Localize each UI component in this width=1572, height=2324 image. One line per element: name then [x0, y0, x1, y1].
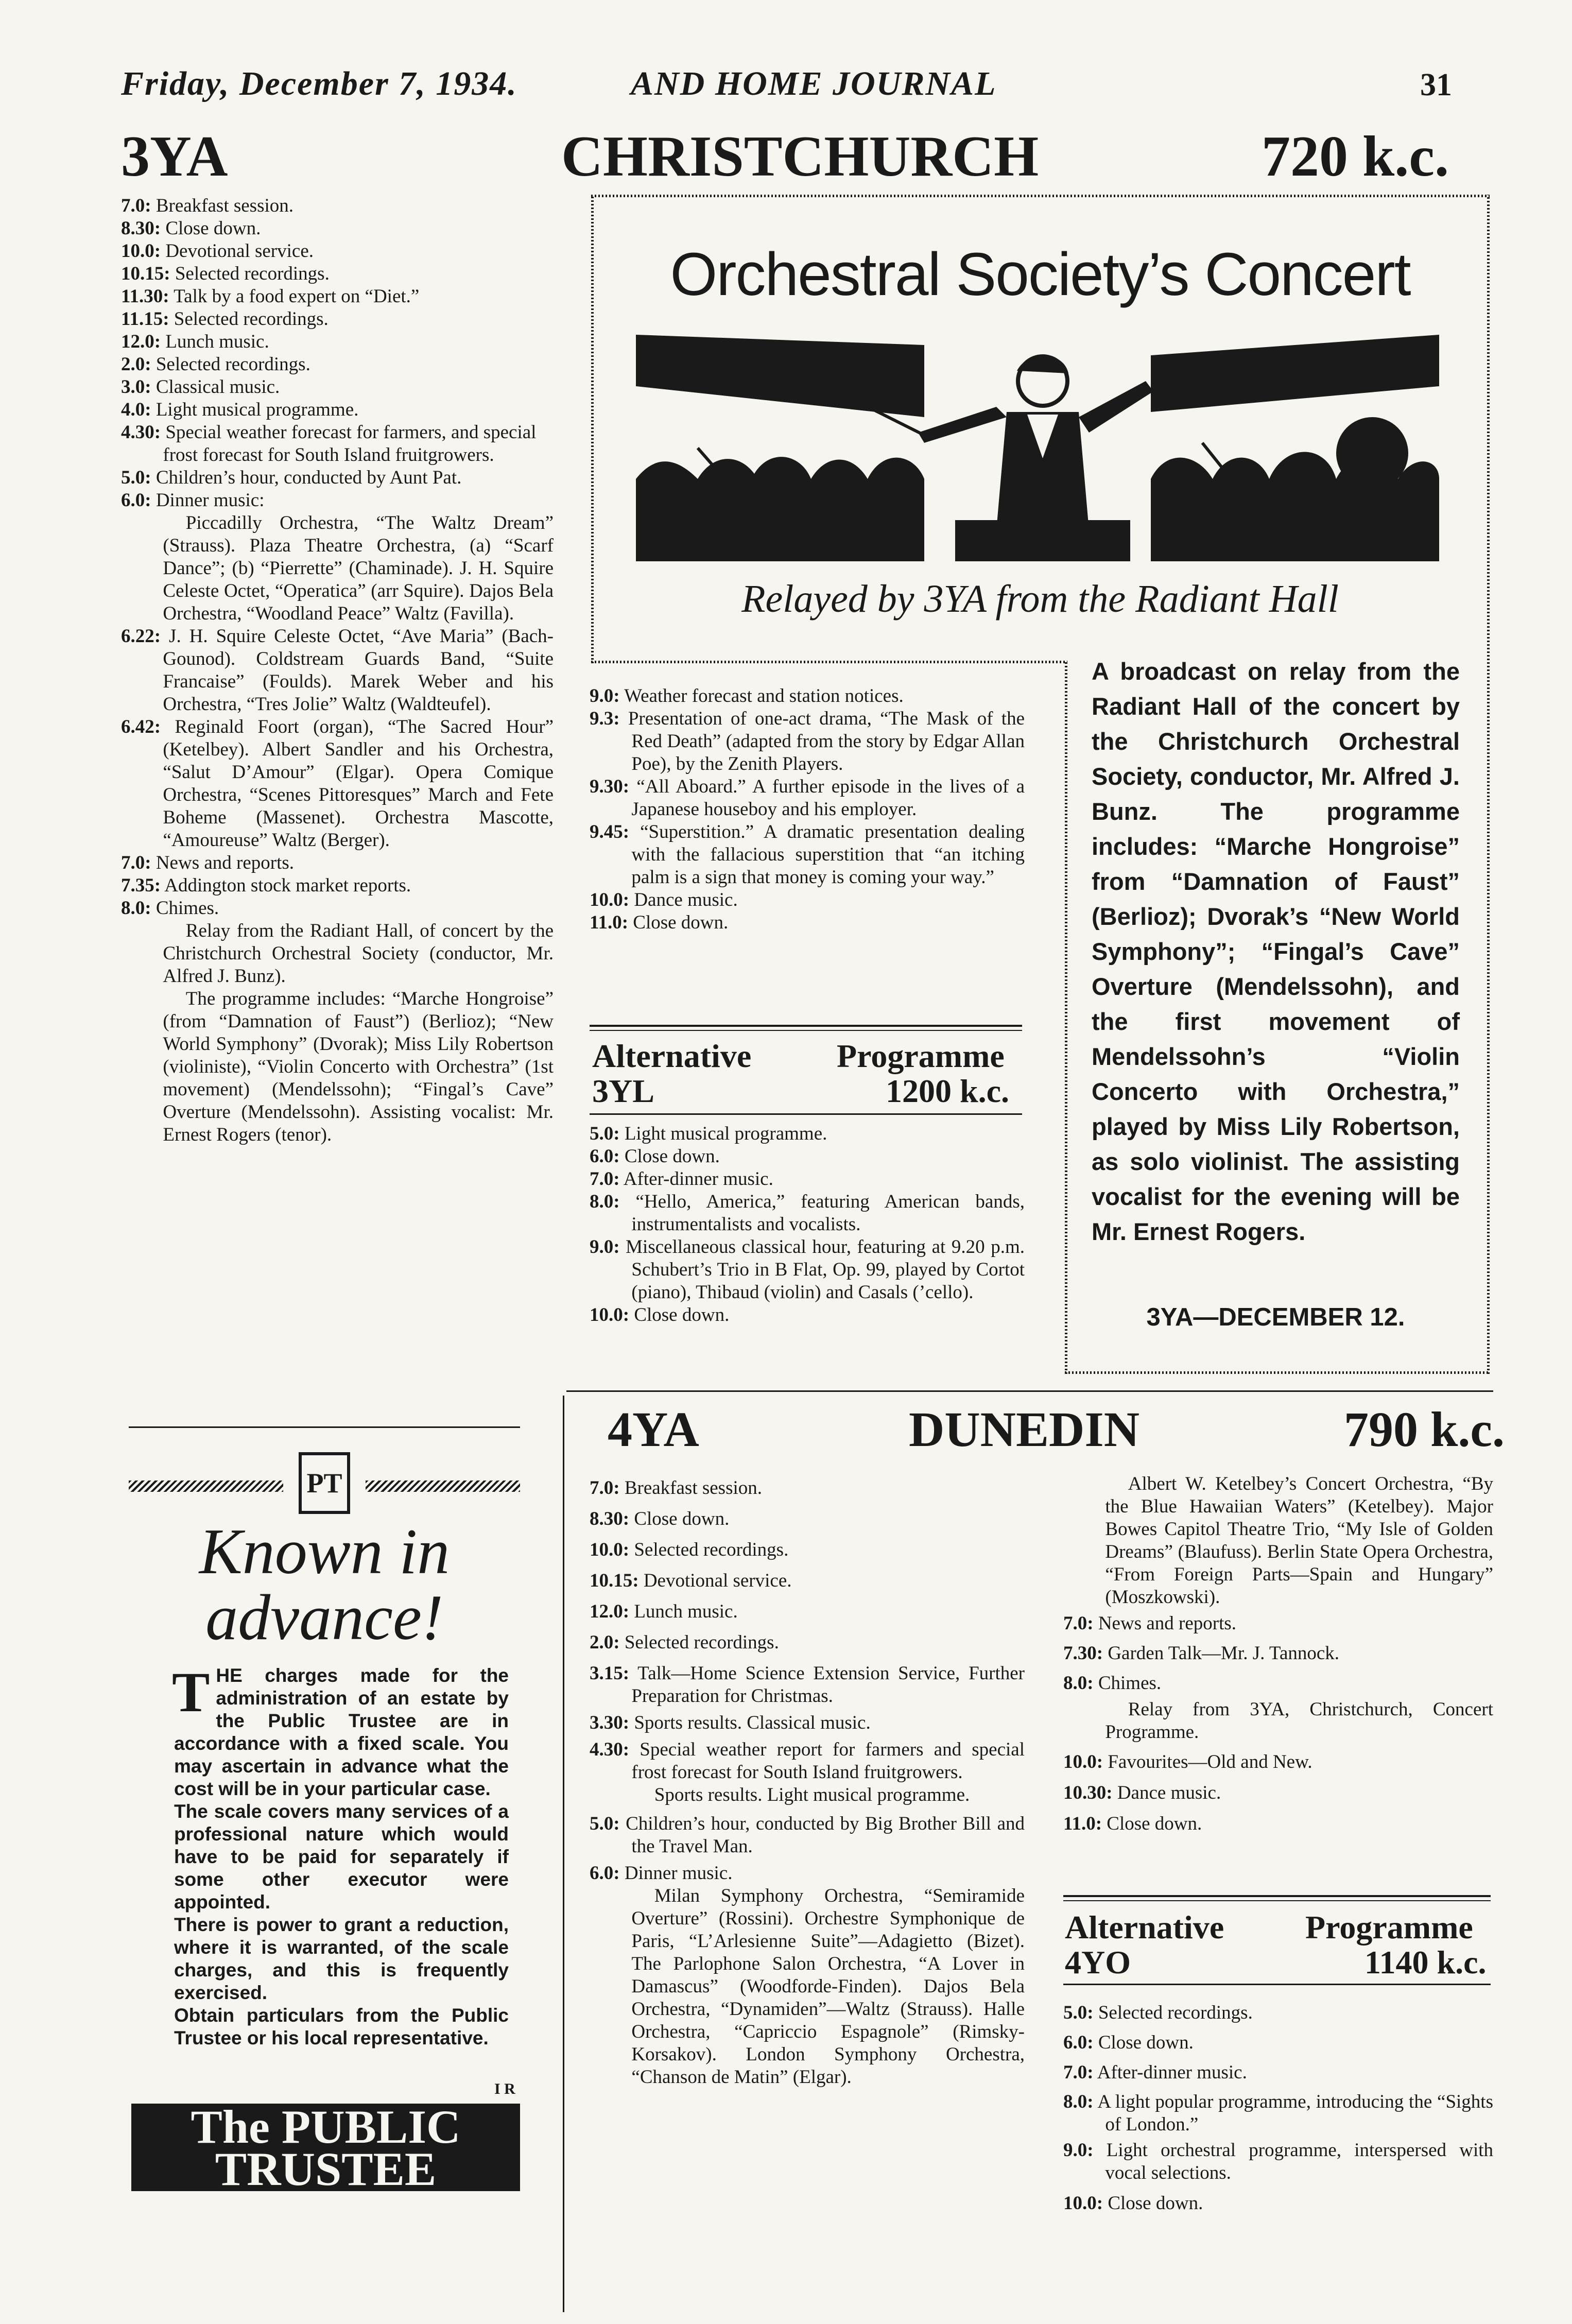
ad-code: I R	[494, 2080, 515, 2097]
feature-caption: Relayed by 3YA from the Radiant Hall	[741, 577, 1339, 621]
journal-name: AND HOME JOURNAL	[631, 65, 997, 102]
alt-3yl-freq: 1200 k.c.	[886, 1073, 1009, 1109]
alt-4yo-freq: 1140 k.c.	[1364, 1944, 1487, 1981]
schedule-3ya: 7.0: Breakfast session. 8.30: Close down. 10.0: Devotional service. 10.15: Selected recordings. 11.30: Talk by a food expert on “Diet.” 11.15: Selected recordings. 12.0: Lunch music. 2.0: Selected recordings. 3.0: Classical music. 4.0: Light musical programme. 4.30: Special weather forecast for farmers, and special frost forecast for South Island fruitgrowers. 5.0: Children’s hour, conducted by Aunt Pat. 6.0: Dinner music: Piccadilly Orchestra, “The Waltz Dream” (Strauss). Plaza Theatre Orchestra, (a) “Scarf Dance”; (b) “Pierrette” (Chaminade). J. H. Squire Celeste Octet, “Operatica” (arr Squire). Dajos Bela Orchestra, “Woodland Peace” Waltz (Favilla). 6.22: J. H. Squire Celeste Octet, “Ave Maria” (Bach-Gounod). Coldstream Guards Band, “Suite Francaise” (Foulds). Marek Weber and his Orchestra, “Tres Jolie” Waltz (Waldteufel). 6.42: Reginald Foort (organ), “The Sacred Hour” (Ketelbey). Albert Sandler and his Orchestra, “Salut D’Amour” (Elgar). Opera Comique Orchestra, “Scenes Pittoresques” March and Fete Boheme (Massenet). Orchestra Mascotte, “Amoureuse” Waltz (Berger). 7.0: News and reports. 7.35: Addington stock market reports. 8.0: Chimes. Relay from the Radiant Hall, of concert by the Christchurch Orchestral Society (conductor, Mr. Alfred J. Bunz). The programme includes: “Marche Hongroise” (from “Damnation of Faust”) (Berlioz); “New World Symphony” (Dvorak); Miss Lily Robertson (violiniste), “Violin Concerto with Orchestra” (1st movement) (Mendelssohn); “Fingal’s Cave” Overture (Mendelssohn). Assisting vocalist: Mr. Ernest Rogers (tenor).	[121, 195, 554, 1145]
column-rule	[563, 1396, 564, 2312]
feature-box-mid-border	[591, 661, 1067, 663]
relay-4ya: Relay from 3YA, Christchurch, Concert Programme.	[1105, 1699, 1493, 1743]
rule-4yo-top	[1063, 1895, 1491, 1897]
relay-announcement: A broadcast on relay from the Radiant Hall of the concert by the Christchurch Orchestral Society, conductor, Mr. Alfred J. Bunz. The programme includes: “Marche Hongroise” from “Damnation of Faust” (Berlioz); Dvorak’s “New World Symphony”; “Fingal’s Cave” Overture (Mendelssohn), and the first movement of Mendelssohn’s “Violin Concerto with Orchestra,” played by Miss Lily Robertson, as solo violinist. The assisting vocalist for the evening will be Mr. Ernest Rogers.	[1092, 658, 1460, 1245]
ad-headline: Known in advance!	[199, 1516, 450, 1654]
rule-3yl-top-thin	[590, 1030, 1022, 1031]
rule-3yl-top	[590, 1025, 1022, 1027]
ad-ornament-right	[366, 1481, 520, 1492]
sports-results: Sports results. Light musical programme.	[654, 1784, 970, 1805]
page-number: 31	[1420, 67, 1452, 102]
ad-body: T HE charges made for the administration of an estate by the Public Trustee are in accordance with a fixed scale. You may ascertain in advance what the cost will be in your particular case. The scale covers many services of a professional nature which would have to be paid for separately if some other executor were appointed. There is power to grant a reduction, where it is warranted, of the scale charges, and this is frequently exercised. Obtain particulars from the Public Trustee or his local representative.	[172, 1661, 509, 2048]
ad-divider	[129, 1426, 520, 1428]
drop-cap: T	[172, 1661, 210, 1724]
station-4ya-freq: 790 k.c.	[1344, 1402, 1505, 1457]
rule-4yo-top-thin	[1063, 1900, 1491, 1901]
public-trustee-logo: The PUBLIC TRUSTEE	[131, 2104, 520, 2191]
feature-box-bottom-border	[1065, 1371, 1490, 1374]
relay-date: 3YA—DECEMBER 12.	[1146, 1303, 1405, 1331]
programme-detail: The programme includes: “Marche Hongroise” (from “Damnation of Faust”) (Berlioz); “New World Symphony” (Dvorak); Miss Lily Robertson (violiniste), “Violin Concerto with Orchestra” (1st movement) (Mendelssohn); “Fingal’s Cave” Overture (Mendelssohn). Assisting vocalist: Mr. Ernest Rogers (tenor).	[163, 988, 554, 1145]
ad-ornament-left	[129, 1481, 283, 1492]
rule-4yo-bottom	[1063, 1984, 1491, 1985]
station-3ya-city: CHRISTCHURCH	[561, 125, 1039, 188]
dinner-music-4ya-cont: Albert W. Ketelbey’s Concert Orchestra, “By the Blue Hawaiian Waters” (Ketelbey). Major Bowes Capitol Theatre Trio, “My Isle of Golden Dreams” (Blaufuss). Berlin State Opera Orchestra, “From Foreign Parts—Spain and Hungary” (Moszkowski).	[1105, 1473, 1493, 1608]
feature-box-inner-border	[1065, 661, 1067, 1374]
schedule-4ya: 7.0: Breakfast session. 8.30: Close down. 10.0: Selected recordings. 10.15: Devotional service. 12.0: Lunch music. 2.0: Selected recordings. 3.15: Talk—Home Science Extension Service, Further Preparation for Christmas. 3.30: Sports results. Classical music. 4.30: Special weather report for farmers and special frost forecast for South Island fruitgrowers. Sports results. Light musical programme. 5.0: Children’s hour, conducted by Big Brother Bill and the Travel Man. 6.0: Dinner music. Milan Symphony Orchestra, “Semiramide Overture” (Rossini). Orchestre Symphonique de Paris, “L’Arlesienne Suite”—Adagietto (Bizet). The Parlophone Salon Orchestra, “A Lover in Damascus” (Woodforde-Finden). Dajos Bela Orchestra, “Dynamiden”—Waltz (Strauss). Halle Orchestra, “Capriccio Espagnole” (Rimsky-Korsakov). London Symphony Orchestra, “Chanson de Matin” (Elgar).	[590, 1477, 1025, 2088]
feature-title: Orchestral Society’s Concert	[670, 240, 1410, 308]
alt-4yo-label2: Programme	[1305, 1909, 1473, 1946]
alt-3yl-label: Alternative	[592, 1038, 752, 1074]
schedule-3ya-evening: 9.0: Weather forecast and station notices. 9.3: Presentation of one-act drama, “The Mask of the Red Death” (adapted from the story by Edgar Allan Poe), by the Zenith Players. 9.30: “All Aboard.” A further episode in the lives of a Japanese houseboy and his employer. 9.45: “Superstition.” A dramatic presentation dealing with the fallacious superstition that “an itching palm is a sign that money is coming your way.” 10.0: Dance music. 11.0: Close down.	[590, 685, 1025, 933]
feature-box-top-border	[591, 195, 1490, 197]
alt-4yo-call: 4YO	[1065, 1944, 1131, 1981]
feature-box-left-border	[591, 195, 594, 663]
orchestra-illustration	[636, 324, 1439, 561]
station-4ya-call: 4YA	[608, 1402, 699, 1457]
dinner-music-detail: Piccadilly Orchestra, “The Waltz Dream” (Strauss). Plaza Theatre Orchestra, (a) “Scarf Dance”; (b) “Pierrette” (Chaminade). J. H. Squire Celeste Octet, “Operatica” (arr Squire). Dajos Bela Orchestra, “Woodland Peace” Waltz (Favilla).	[163, 512, 554, 624]
rule-3yl-bottom	[590, 1113, 1022, 1115]
station-3ya-freq: 720 k.c.	[1262, 125, 1449, 188]
divider-4ya	[566, 1390, 1493, 1392]
alt-3yl-label2: Programme	[837, 1038, 1005, 1074]
dinner-music-4ya: Milan Symphony Orchestra, “Semiramide Overture” (Rossini). Orchestre Symphonique de Paris, “L’Arlesienne Suite”—Adagietto (Bizet). The Parlophone Salon Orchestra, “A Lover in Damascus” (Woodforde-Finden). Dajos Bela Orchestra, “Dynamiden”—Waltz (Strauss). Halle Orchestra, “Capriccio Espagnole” (Rimsky-Korsakov). London Symphony Orchestra, “Chanson de Matin” (Elgar).	[631, 1885, 1025, 2088]
schedule-4ya-cont: Albert W. Ketelbey’s Concert Orchestra, “By the Blue Hawaiian Waters” (Ketelbey). Major Bowes Capitol Theatre Trio, “My Isle of Golden Dreams” (Blaufuss). Berlin State Opera Orchestra, “From Foreign Parts—Spain and Hungary” (Moszkowski). 7.0: News and reports. 7.30: Garden Talk—Mr. J. Tannock. 8.0: Chimes. Relay from 3YA, Christchurch, Concert Programme. 10.0: Favourites—Old and New. 10.30: Dance music. 11.0: Close down.	[1063, 1473, 1493, 1834]
relay-detail: Relay from the Radiant Hall, of concert by the Christchurch Orchestral Society (conductor, Mr. Alfred J. Bunz).	[163, 920, 554, 987]
alt-3yl-call: 3YL	[592, 1073, 654, 1109]
station-3ya-call: 3YA	[121, 125, 228, 188]
issue-date: Friday, December 7, 1934.	[121, 65, 517, 102]
schedule-3yl: 5.0: Light musical programme. 6.0: Close down. 7.0: After-dinner music. 8.0: “Hello, America,” featuring American bands, instrumentalists and vocalists. 9.0: Miscellaneous classical hour, featuring at 9.20 p.m. Schubert’s Trio in B Flat, Op. 99, played by Cortot (piano), Thibaud (violin) and Casals (’cello). 10.0: Close down.	[590, 1123, 1025, 1325]
monogram-emblem: PT	[299, 1452, 350, 1514]
schedule-4yo: 5.0: Selected recordings. 6.0: Close down. 7.0: After-dinner music. 8.0: A light popular programme, introducing the “Sights of London.” 9.0: Light orchestral programme, interspersed with vocal selections. 10.0: Close down.	[1063, 2002, 1494, 2214]
feature-box-right-border	[1487, 195, 1490, 1374]
alt-4yo-label: Alternative	[1065, 1909, 1224, 1946]
station-4ya-city: DUNEDIN	[909, 1402, 1140, 1457]
